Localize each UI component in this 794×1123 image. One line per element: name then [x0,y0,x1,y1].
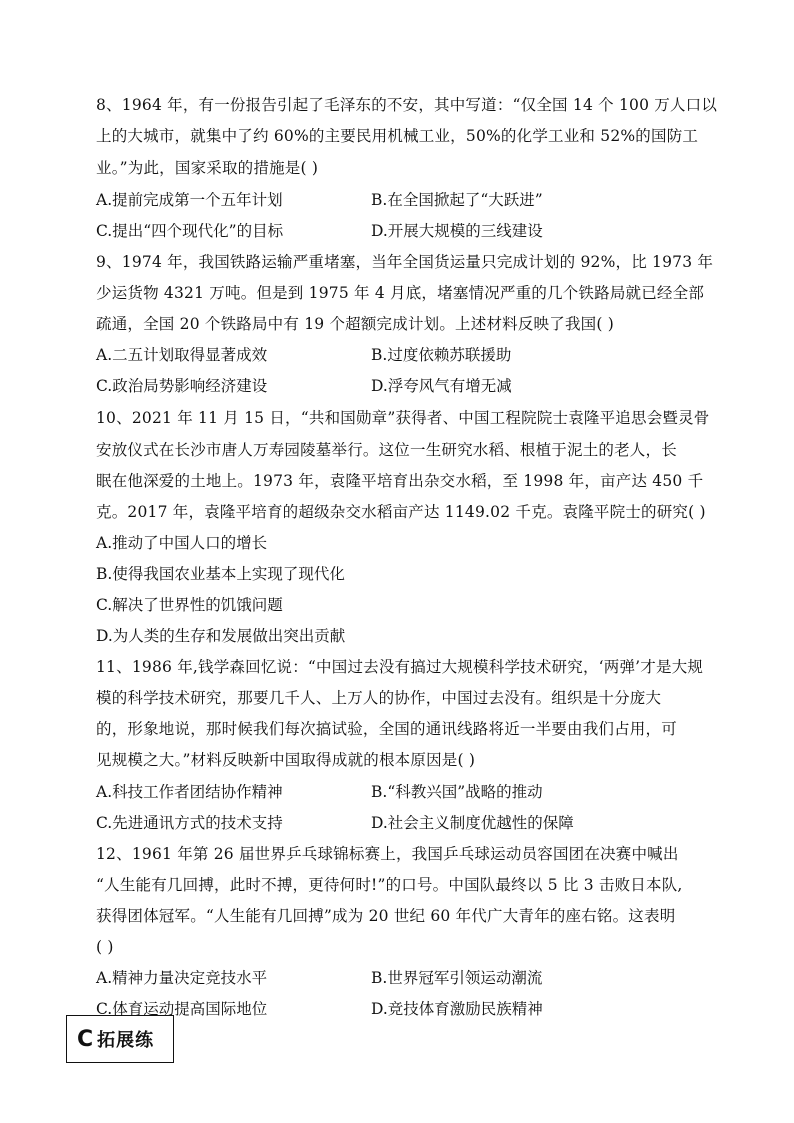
option-b: B.世界冠军引领运动潮流 [371,969,543,987]
option-d: D.社会主义制度优越性的保障 [371,814,574,832]
option-d: D.浮夸风气有增无减 [371,377,512,395]
question-text-line: 9、1974 年，我国铁路运输严重堵塞，当年全国货运量只完成计划的 92%，比 1973 年 [96,253,714,271]
option-c: C.提出“四个现代化”的目标 [96,222,284,240]
option-c: C.解决了世界性的饥饿问题 [96,596,283,614]
option-d: D.开展大规模的三线建设 [371,222,543,240]
question-text-line: 11、1986 年,钱学森回忆说：“中国过去没有搞过大规模科学技术研究，‘两弹’才是大规 [96,658,704,676]
option-a: A.精神力量决定竞技水平 [96,969,268,987]
section-label: 拓展练 [97,1030,155,1051]
question-text-line: 模的科学技术研究，那要几千人、上万人的协作，中国过去没有。组织是十分庞大 [96,689,662,707]
section-header-box [66,1015,174,1063]
option-a: A.二五计划取得显著成效 [96,346,268,364]
option-d: D.为人类的生存和发展做出突出贡献 [96,627,346,645]
question-text-line: 12、1961 年第 26 届世界乒乓球锦标赛上，我国乒乓球运动员容国团在决赛中喊出 [96,845,679,863]
option-a: A.科技工作者团结协作精神 [96,783,283,801]
question-text-line: 疏通，全国 20 个铁路局中有 19 个超额完成计划。上述材料反映了我国( ) [96,315,614,333]
option-c: C.体育运动提高国际地位 [96,1000,268,1018]
question-text-line: 少运货物 4321 万吨。但是到 1975 年 4 月底，堵塞情况严重的几个铁路局就已经全部 [96,284,705,302]
question-text-line: 业。”为此，国家采取的措施是( ) [96,159,319,177]
option-b: B.使得我国农业基本上实现了现代化 [96,565,345,583]
section-letter: C [77,1026,94,1052]
question-text-line: 见规模之大。”材料反映新中国取得成就的根本原因是( ) [96,751,476,769]
option-b: B.在全国掀起了“大跃进” [371,191,543,209]
question-text-line: 克。2017 年，袁隆平培育的超级杂交水稻亩产达 1149.02 千克。袁隆平院士的研究( ) [96,503,706,521]
question-text-line: 8、1964 年，有一份报告引起了毛泽东的不安，其中写道：“仅全国 14 个 100 万人口以 [96,96,718,114]
option-b: B.“科教兴国”战略的推动 [371,783,543,801]
question-text-line: 10、2021 年 11 月 15 日，“共和国勋章”获得者、中国工程院院士袁隆平追思会暨灵骨 [96,409,710,427]
question-text-line: 获得团体冠军。“人生能有几回搏”成为 20 世纪 60 年代广大青年的座右铭。这表明 [96,907,676,925]
option-c: C.先进通讯方式的技术支持 [96,814,283,832]
question-text-line: 眠在他深爱的土地上。1973 年，袁隆平培育出杂交水稻，至 1998 年，亩产达 450 千 [96,472,704,490]
question-text-line: 安放仪式在长沙市唐人万寿园陵墓举行。这位一生研究水稻、根植于泥土的老人，长 [96,441,677,459]
question-text-line: 的，形象地说，那时候我们每次搞试验，全国的通讯线路将近一半要由我们占用，可 [96,720,677,738]
option-a: A.推动了中国人口的增长 [96,534,268,552]
option-a: A.提前完成第一个五年计划 [96,191,283,209]
option-b: B.过度依赖苏联援助 [371,346,512,364]
question-text-line: ( ) [96,938,114,956]
option-c: C.政治局势影响经济建设 [96,377,268,395]
question-text-line: “人生能有几回搏，此时不搏，更待何时!”的口号。中国队最终以 5 比 3 击败日本队, [96,876,683,894]
option-d: D.竞技体育激励民族精神 [371,1000,543,1018]
question-text-line: 上的大城市，就集中了约 60%的主要民用机械工业，50%的化学工业和 52%的国防工 [96,127,699,145]
